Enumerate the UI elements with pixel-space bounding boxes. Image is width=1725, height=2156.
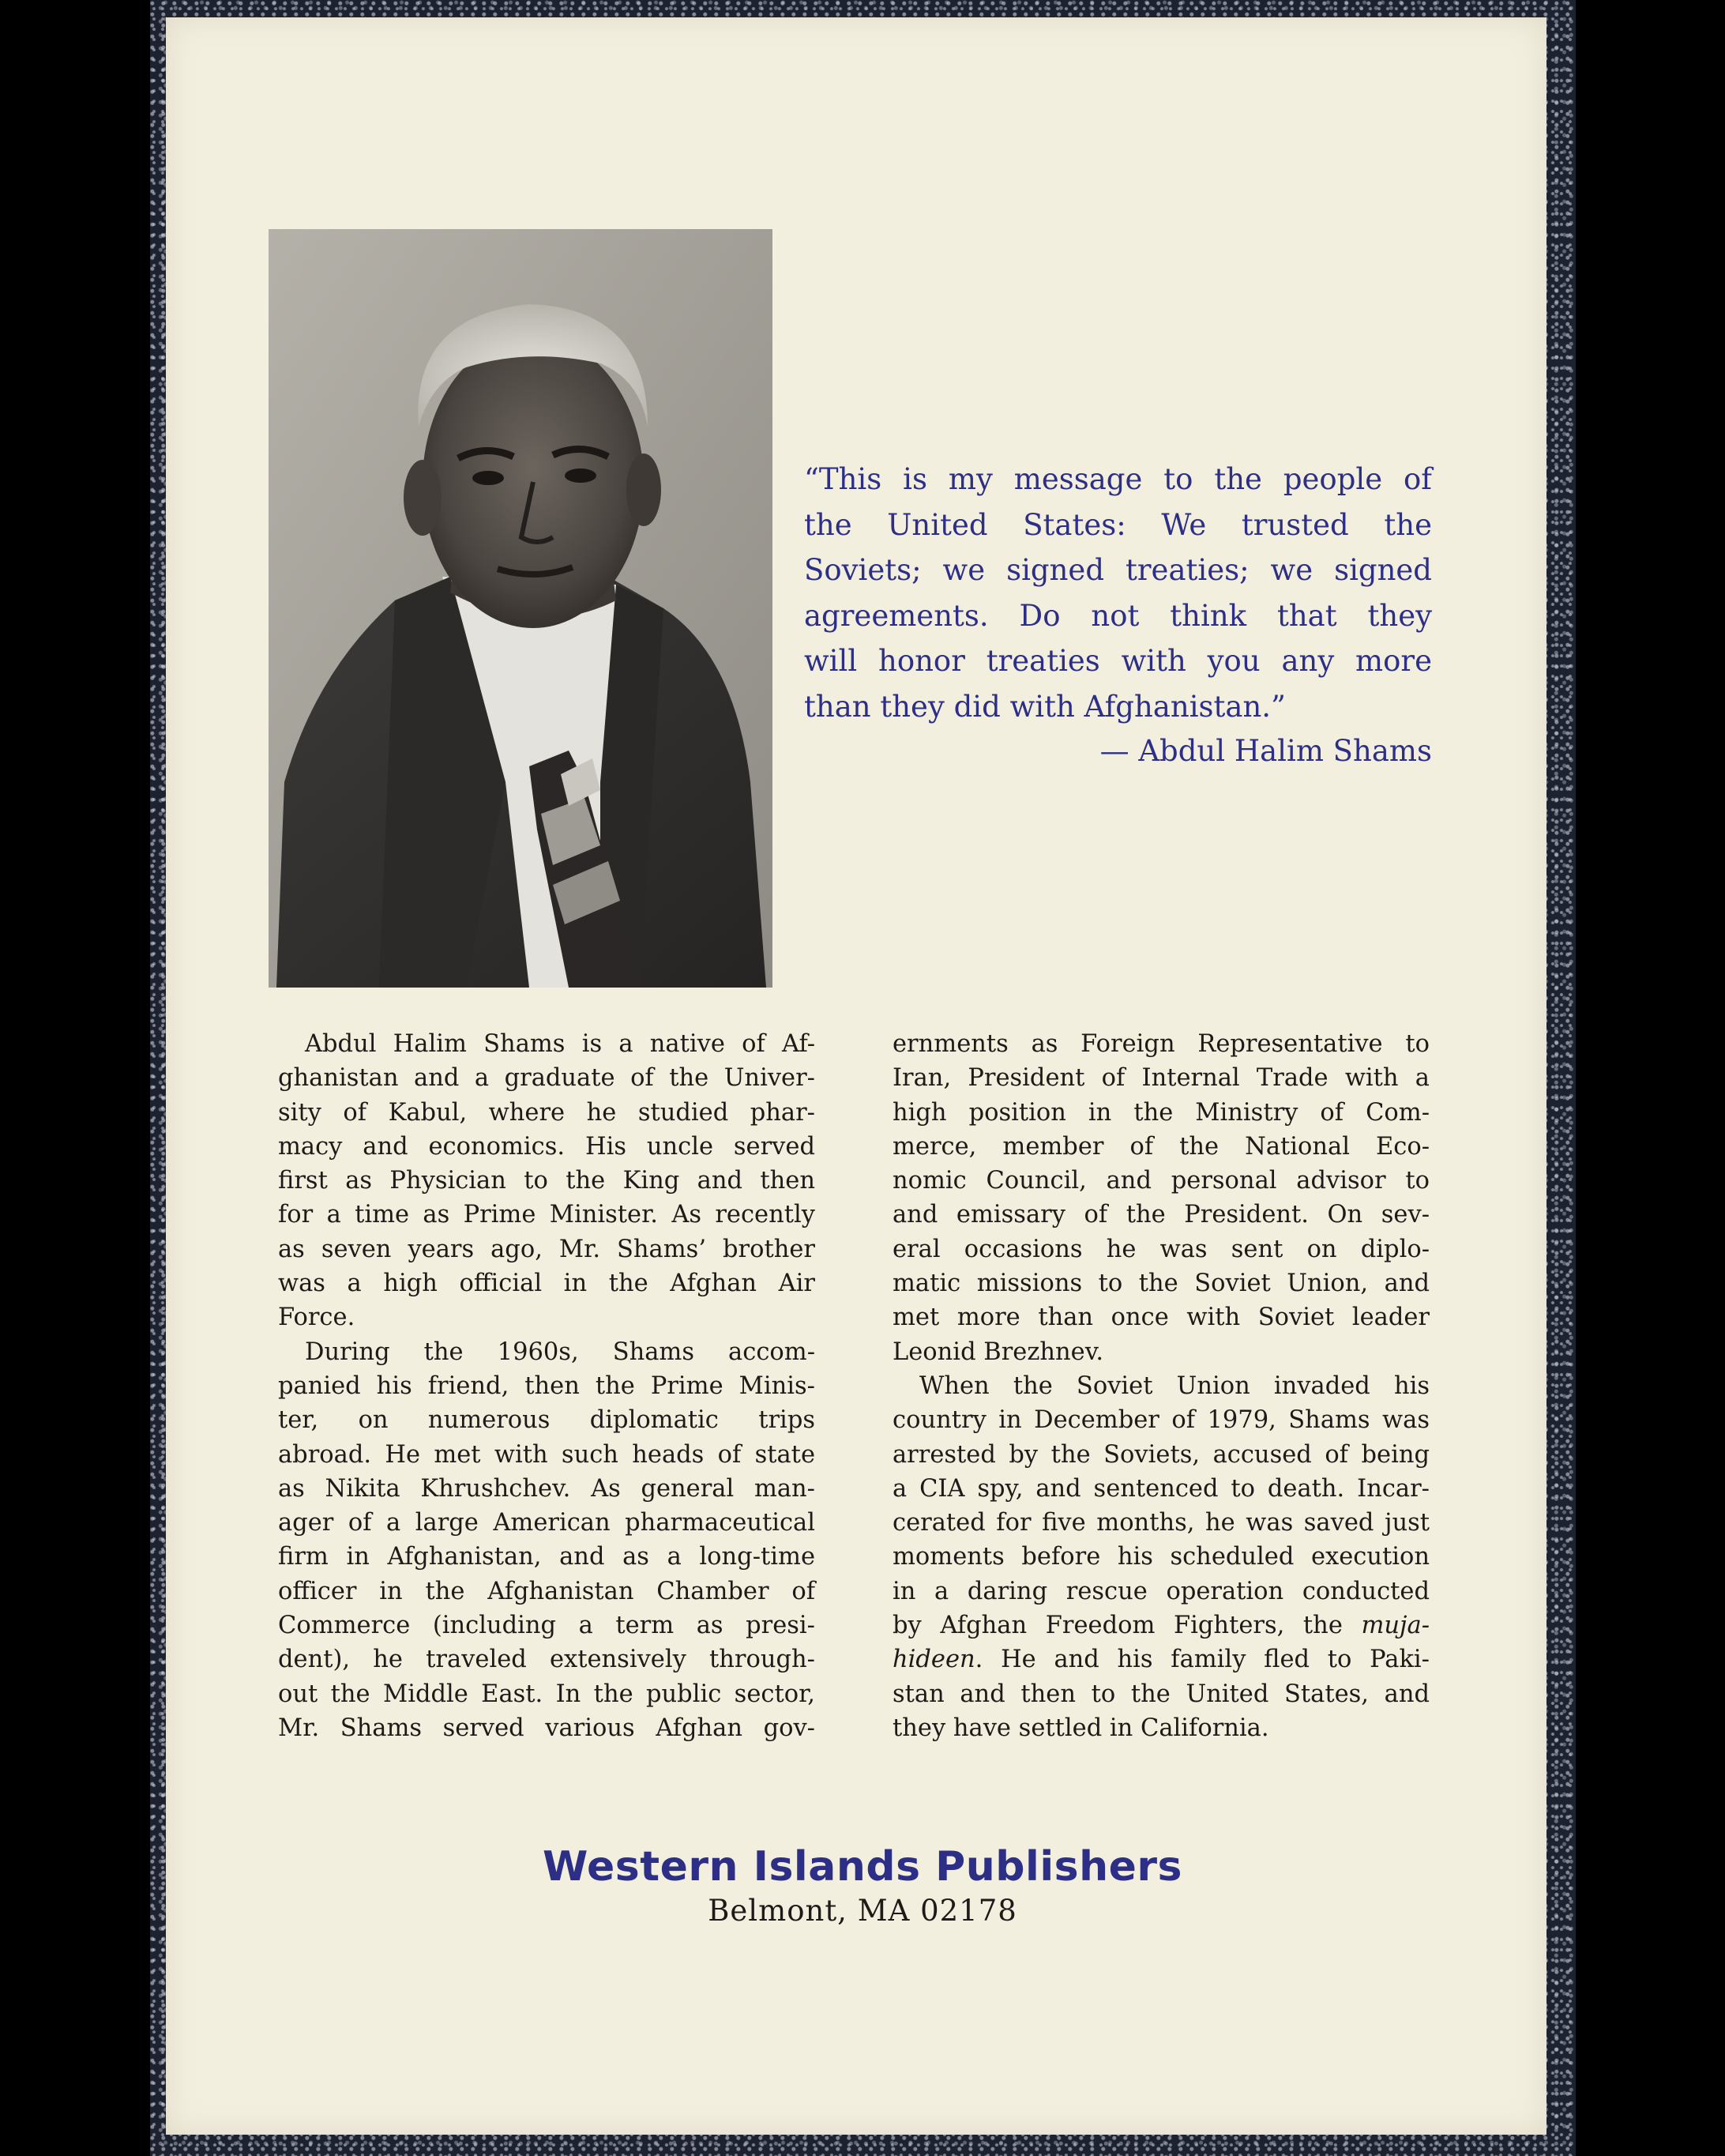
bio-line: as seven years ago, Mr. Shams’ brother <box>278 1235 815 1263</box>
author-portrait-photo <box>269 229 772 988</box>
bio-line: Mr. Shams served various Afghan gov- <box>278 1714 815 1742</box>
bio-line: out the Middle East. In the public sector, <box>278 1680 815 1708</box>
right-black-margin <box>1576 0 1725 2156</box>
bio-line-with-italic <box>893 1642 1430 1676</box>
bio-line: eral occasions he was sent on diplo- <box>893 1235 1430 1263</box>
bio-line: matic missions to the Soviet Union, and <box>893 1270 1430 1298</box>
bio-line: Leonid Brezhnev. <box>893 1338 1104 1366</box>
bio-line: merce, member of the National Eco- <box>893 1132 1430 1161</box>
bio-line: was a high official in the Afghan Air <box>278 1270 815 1298</box>
bio-line: macy and economics. His uncle served <box>278 1132 815 1161</box>
bio-line: ernments as Foreign Representative to <box>893 1030 1430 1058</box>
bio-right-column <box>893 1027 1430 1745</box>
bio-line: Commerce (including a term as presi- <box>278 1612 815 1640</box>
bio-line: sity of Kabul, where he studied phar- <box>278 1098 815 1127</box>
bio-line: officer in the Afghanistan Chamber of <box>278 1577 815 1605</box>
bio-line: first as Physician to the King and then <box>278 1167 815 1195</box>
bio-line: nomic Council, and personal advisor to <box>893 1167 1430 1195</box>
bio-line: in a daring rescue operation conducted <box>893 1577 1430 1605</box>
bio-line: firm in Afghanistan, and as a long-time <box>278 1543 815 1571</box>
bio-line: stan and then to the United States, and <box>893 1680 1430 1708</box>
quote-line: the United States: We trusted the <box>804 507 1432 542</box>
quote-line: “This is my message to the people of <box>804 462 1432 496</box>
bio-line-with-italic <box>893 1609 1430 1642</box>
bio-line: for a time as Prime Minister. As recently <box>278 1201 815 1229</box>
bio-line: ter, on numerous diplomatic trips <box>278 1406 815 1435</box>
bio-line: as Nikita Khrushchev. As general man- <box>278 1474 815 1503</box>
bio-line: During the 1960s, Shams accom- <box>305 1338 815 1366</box>
bio-text: . He and his family fled to Paki- <box>975 1646 1430 1674</box>
bio-line: abroad. He met with such heads of state <box>278 1440 815 1469</box>
bio-line: moments before his scheduled execution <box>893 1543 1430 1571</box>
bio-line: ghanistan and a graduate of the Univer- <box>278 1064 815 1093</box>
quote-line: than they did with Afghanistan.” <box>804 689 1286 724</box>
bio-line: they have settled in California. <box>893 1714 1269 1742</box>
quote-line: agreements. Do not think that they <box>804 598 1432 633</box>
quote-attribution: — Abdul Halim Shams <box>1099 734 1432 768</box>
bio-line: and emissary of the President. On sev- <box>893 1201 1430 1229</box>
bio-line: arrested by the Soviets, accused of being <box>893 1440 1430 1469</box>
quote-line: Soviets; we signed treaties; we signed <box>804 553 1432 587</box>
bio-line: dent), he traveled extensively through- <box>278 1646 815 1674</box>
bio-line: Force. <box>278 1304 355 1332</box>
bio-line: ager of a large American pharmaceutical <box>278 1509 815 1537</box>
bio-line: Iran, President of Internal Trade with a <box>893 1064 1430 1093</box>
quote-line: will honor treaties with you any more <box>804 644 1432 678</box>
publisher-name: Western Islands Publishers <box>543 1843 1182 1891</box>
bio-line: high position in the Ministry of Com- <box>893 1098 1430 1127</box>
bio-left-column <box>278 1027 815 1745</box>
italic-word: hideen <box>893 1646 975 1674</box>
left-black-margin <box>0 0 150 2156</box>
bio-line: a CIA spy, and sentenced to death. Incar- <box>893 1474 1430 1503</box>
author-quote <box>804 457 1432 729</box>
italic-word: muja- <box>1361 1612 1430 1640</box>
bio-line: When the Soviet Union invaded his <box>919 1371 1430 1400</box>
bio-line: Abdul Halim Shams is a native of Af- <box>305 1030 815 1058</box>
publisher-address: Belmont, MA 02178 <box>708 1894 1017 1928</box>
bio-text: by Afghan Freedom Fighters, the <box>893 1612 1343 1640</box>
bio-line: met more than once with Soviet leader <box>893 1304 1430 1332</box>
bio-line: cerated for five months, he was saved just <box>893 1509 1430 1537</box>
bio-line: panied his friend, then the Prime Minis- <box>278 1371 815 1400</box>
bio-line: country in December of 1979, Shams was <box>893 1406 1430 1435</box>
